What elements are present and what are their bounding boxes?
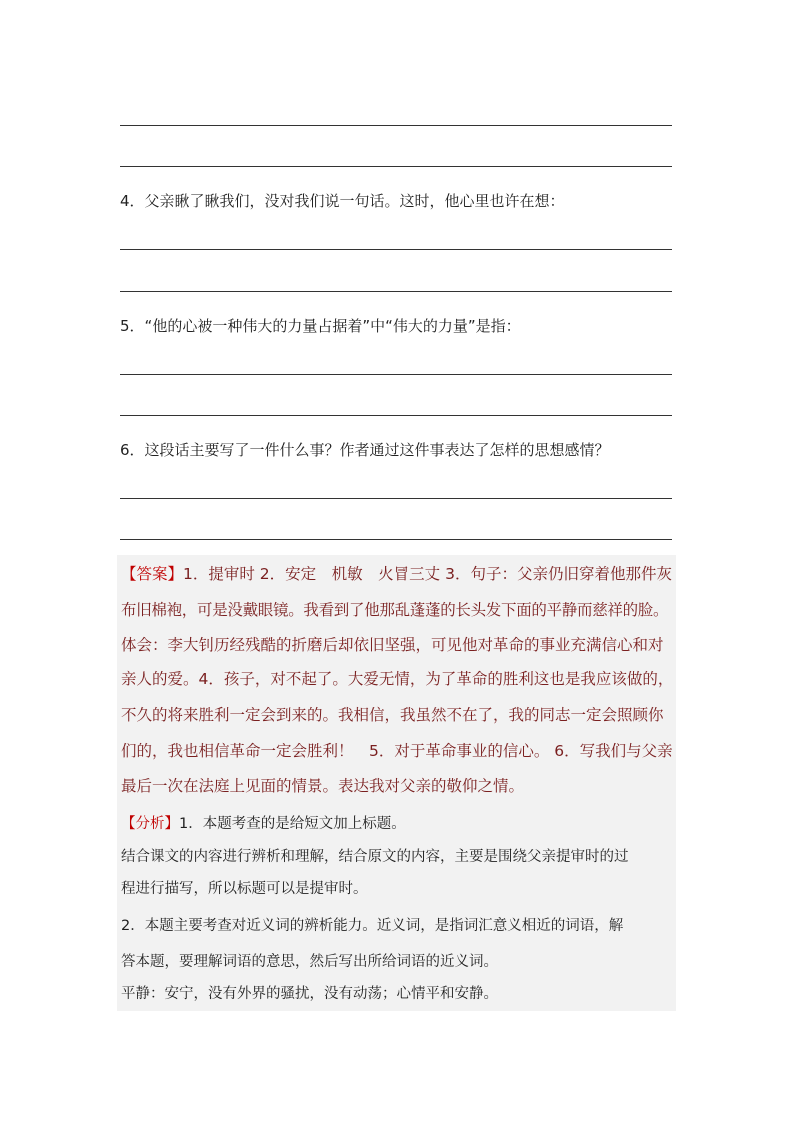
answer-analysis-block xyxy=(117,555,676,1011)
answer-line[interactable] xyxy=(120,498,672,499)
analysis-line-text: 【分析】1．本题考查的是给短文加上标题。 xyxy=(121,816,406,832)
answer-line[interactable] xyxy=(120,249,672,250)
answer-line-text: 【答案】1．提审时 2．安定 机敏 火冒三丈 3．句子：父亲仍旧穿着他那件灰 xyxy=(121,565,672,583)
answer-line-text: 亲人的爱。4．孩子，对不起了。大爱无情，为了革命的胜利这也是我应该做的， xyxy=(121,670,674,688)
analysis-line-text: 答本题，要理解词语的意思，然后写出所给词语的近义词。 xyxy=(121,954,498,970)
answer-line[interactable] xyxy=(120,166,672,167)
answer-line-text: 们的，我也相信革命一定会胜利！ 5．对于革命事业的信心。 6．写我们与父亲 xyxy=(121,742,673,760)
answer-line-text: 布旧棉袍，可是没戴眼镜。我看到了他那乱蓬蓬的长头发下面的平静而慈祥的脸。 xyxy=(121,601,669,619)
answer-line-text: 不久的将来胜利一定会到来的。我相信，我虽然不在了，我的同志一定会照顾你 xyxy=(121,706,664,724)
question-5: 5．“他的心被一种伟大的力量占据着”中“伟大的力量”是指： xyxy=(120,317,521,335)
answer-line[interactable] xyxy=(120,415,672,416)
analysis-line-text: 平静：安宁，没有外界的骚扰，没有动荡；心情平和安静。 xyxy=(121,986,498,1002)
answer-line[interactable] xyxy=(120,374,672,375)
answer-line-text: 最后一次在法庭上见面的情景。表达我对父亲的敬仰之情。 xyxy=(121,777,525,795)
question-4: 4．父亲瞅了瞅我们，没对我们说一句话。这时，他心里也许在想： xyxy=(120,192,565,210)
analysis-line-text: 2．本题主要考查对近义词的辨析能力。近义词，是指词汇意义相近的词语，解 xyxy=(121,918,624,934)
answer-line[interactable] xyxy=(120,291,672,292)
analysis-line-text: 结合课文的内容进行辨析和理解，结合原文的内容，主要是围绕父亲提审时的过 xyxy=(121,849,629,865)
answer-line[interactable] xyxy=(120,539,672,540)
answer-line[interactable] xyxy=(120,125,672,126)
analysis-tag: 【分析】 xyxy=(121,816,179,832)
answer-tag: 【答案】 xyxy=(121,565,184,583)
answer-line-text: 体会：李大钊历经残酷的折磨后却依旧坚强，可见他对革命的事业充满信心和对 xyxy=(121,636,664,654)
analysis-line-text: 程进行描写，所以标题可以是提审时。 xyxy=(121,881,368,897)
question-6: 6．这段话主要写了一件什么事？作者通过这件事表达了怎样的思想感情？ xyxy=(120,441,610,459)
